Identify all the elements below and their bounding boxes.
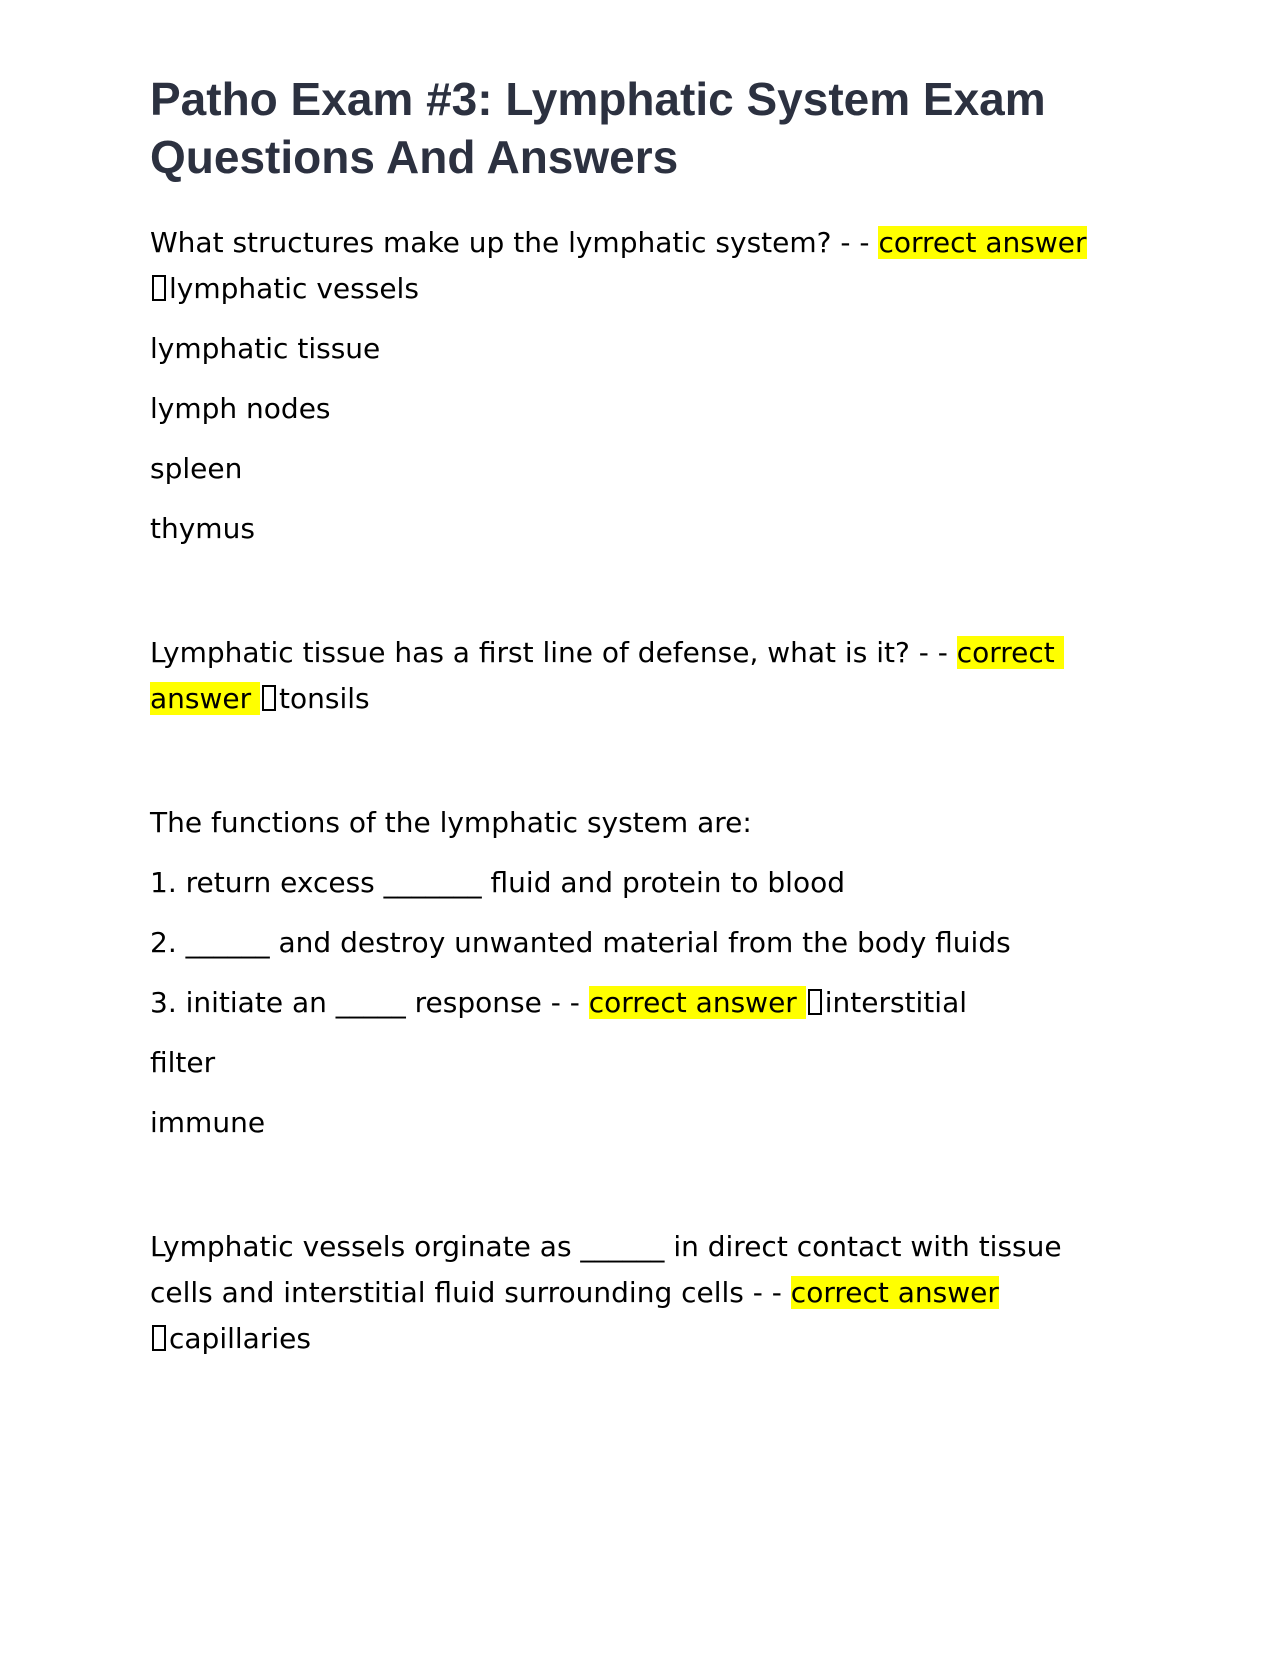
document-page bbox=[150, 70, 1130, 1396]
q2-question-paragraph bbox=[150, 630, 1130, 722]
q3-answer-line: immune bbox=[150, 1106, 266, 1139]
missing-glyph-box-icon bbox=[152, 1325, 166, 1351]
q3-last-item-paragraph bbox=[150, 980, 1130, 1026]
q1-answer-line: spleen bbox=[150, 452, 243, 485]
q1-answer-label: correct answer bbox=[878, 226, 1087, 259]
q4-question-text: Lymphatic vessels orginate as ______ in direct contact with tissue cells and interstitial fluid surrounding cells - - bbox=[150, 1230, 1071, 1309]
q1-question-paragraph bbox=[150, 220, 1130, 312]
missing-glyph-box-icon bbox=[808, 989, 822, 1015]
q2-question-text: Lymphatic tissue has a first line of defense, what is it? - - bbox=[150, 636, 957, 669]
q3-answer-line: filter bbox=[150, 1046, 216, 1079]
q3-intro: The functions of the lymphatic system are: bbox=[150, 806, 752, 839]
q3-item: 2. ______ and destroy unwanted material from the body fluids bbox=[150, 926, 1011, 959]
q2-answer-first: tonsils bbox=[279, 682, 370, 715]
q1-question-text: What structures make up the lymphatic system? - - bbox=[150, 226, 879, 259]
q4-question-paragraph bbox=[150, 1224, 1130, 1362]
q1-answer-line: lymph nodes bbox=[150, 392, 331, 425]
missing-glyph-box-icon bbox=[152, 275, 166, 301]
q3-answer-first: interstitial bbox=[824, 986, 968, 1019]
paragraph-spacer bbox=[150, 756, 1130, 800]
q3-item: 1. return excess _______ fluid and protein to blood bbox=[150, 866, 845, 899]
q2-answer-label: correct answer bbox=[150, 636, 1064, 715]
paragraph-spacer bbox=[150, 566, 1130, 630]
document-title: Patho Exam #3: Lymphatic System Exam Questions And Answers bbox=[150, 73, 1046, 183]
q4-answer-label: correct answer bbox=[790, 1276, 999, 1309]
q1-answer-line: thymus bbox=[150, 512, 255, 545]
missing-glyph-box-icon bbox=[262, 685, 276, 711]
paragraph-spacer bbox=[150, 1160, 1130, 1224]
q4-answer-first: capillaries bbox=[169, 1322, 311, 1355]
q1-answer-first: lymphatic vessels bbox=[169, 272, 419, 305]
q3-answer-label: correct answer bbox=[588, 986, 806, 1019]
q3-last-item-text: 3. initiate an _____ response - - bbox=[150, 986, 589, 1019]
q1-answer-line: lymphatic tissue bbox=[150, 332, 381, 365]
